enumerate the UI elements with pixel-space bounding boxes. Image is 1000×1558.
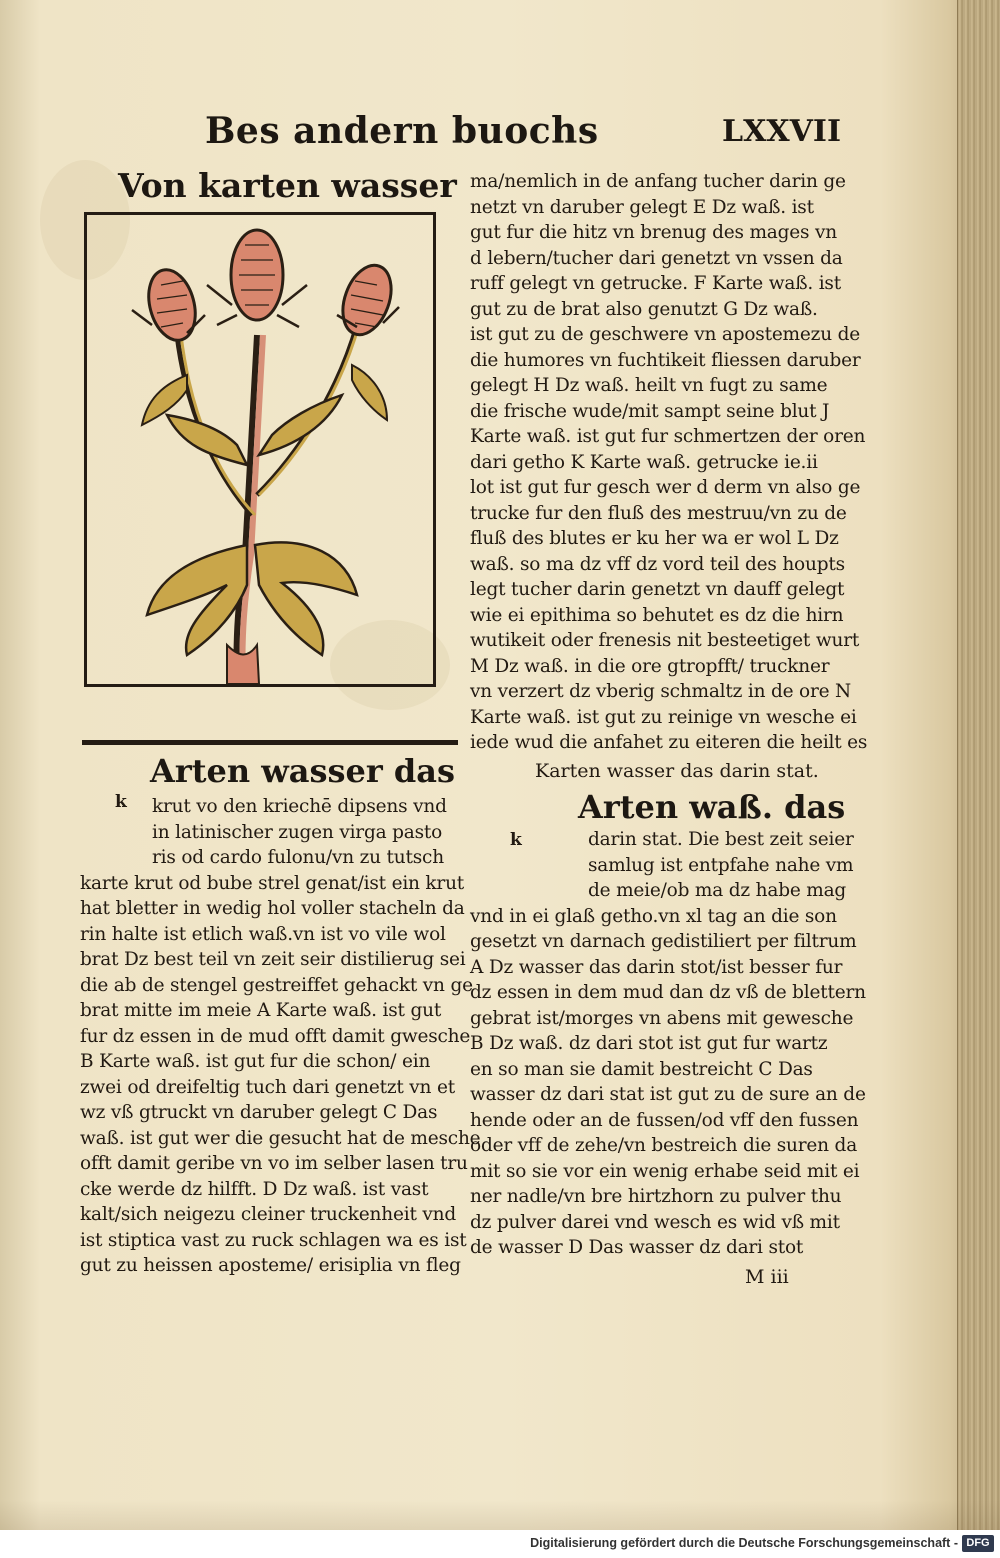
text-line: zwei od dreifeltig tuch dari genetzt vn et	[80, 1076, 455, 1098]
footer-bar	[0, 1530, 1000, 1558]
text-line: ist gut zu de geschwere vn apostemezu de	[470, 324, 860, 345]
text-line: ner nadle/vn bre hirtzhorn zu pulver thu	[470, 1186, 842, 1207]
text-line: kalt/sich neigezu cleiner truckenheit vnd	[80, 1204, 456, 1225]
text-line: Karte waß. ist gut fur schmertzen der oren	[470, 426, 866, 447]
text-line: gut fur die hitz vn brenug des mages vn	[470, 222, 837, 243]
right-column-top	[470, 170, 868, 760]
text-line: iede wud die anfahet zu eiteren die heilt es	[470, 732, 868, 753]
text-line: netzt vn daruber gelegt E Dz waß. ist	[470, 196, 814, 218]
text-line: vn verzert dz vberig schmaltz in de ore N	[470, 681, 852, 702]
left-section-heading: Arten wasser das	[150, 752, 456, 790]
text-line: samlug ist entpfahe nahe vm	[588, 854, 854, 876]
text-line: gelegt H Dz waß. heilt vn fugt zu same	[470, 375, 828, 396]
text-line: vnd in ei glaß getho.vn xl tag an die son	[470, 905, 837, 927]
page-shadow	[0, 1500, 1000, 1530]
text-line: B Karte waß. ist gut fur die schon/ ein	[80, 1051, 431, 1072]
text-line: offt damit geribe vn vo im selber lasen tru	[80, 1153, 468, 1174]
folio-number: LXXVII	[722, 114, 841, 149]
text-line: karte krut od bube strel genat/ist ein krut	[80, 872, 465, 894]
dfg-logo-icon[interactable]: DFG	[962, 1535, 994, 1552]
right-section-text	[470, 828, 866, 1288]
text-line: waß. ist gut wer die gesucht hat de mesche	[80, 1127, 481, 1149]
text-line: hende oder an de fussen/od vff den fussen	[470, 1109, 859, 1131]
text-line: rin halte ist etlich waß.vn ist vo vile wol	[80, 923, 446, 945]
text-line: krut vo den kriechē dipsens vnd	[152, 796, 447, 817]
teasel-plant-woodcut-icon	[87, 215, 433, 684]
text-line: d lebern/tucher dari genetzt vn vssen da	[470, 247, 843, 269]
text-line: de meie/ob ma dz habe mag	[588, 880, 847, 901]
text-line: B Dz waß. dz dari stot ist gut fur wartz	[470, 1033, 828, 1054]
text-line: legt tucher darin genetzt vn dauff gelegt	[470, 579, 845, 600]
text-line: gut zu de brat also genutzt G Dz waß.	[470, 298, 818, 320]
text-line: ist stiptica vast zu ruck schlagen wa es ist	[80, 1229, 467, 1251]
right-marginal-letter: k	[510, 830, 522, 850]
text-line: de wasser D Das wasser dz dari stot	[470, 1237, 804, 1258]
right-section-heading: Arten waß. das	[578, 788, 846, 826]
text-line: in latinischer zugen virga pasto	[152, 821, 443, 843]
text-line: fluß des blutes er ku her wa er wol L Dz	[470, 528, 839, 549]
text-line: fur dz essen in de mud offt damit gwesche	[80, 1025, 471, 1047]
text-line: A Dz wasser das darin stot/ist besser fur	[470, 956, 843, 978]
page-edge	[957, 0, 1000, 1530]
text-line: brat mitte im meie A Karte waß. ist gut	[80, 1000, 442, 1021]
text-line: hat bletter in wedig hol voller stacheln da	[80, 898, 465, 919]
text-line: dz pulver darei vnd wesch es wid vß mit	[470, 1211, 840, 1233]
text-line: die humores vn fuchtikeit fliessen daruber	[470, 349, 861, 371]
text-line: mit so sie vor ein wenig erhabe seid mit ei	[470, 1160, 860, 1182]
text-line: dari getho K Karte waß. getrucke ie.ii	[470, 451, 818, 473]
text-line: wz vß gtruckt vn daruber gelegt C Das	[80, 1102, 438, 1123]
text-line: lot ist gut fur gesch wer d derm vn also ge	[470, 477, 861, 498]
text-line: gesetzt vn darnach gedistiliert per filtrum	[470, 931, 857, 952]
woodcut-base-rule	[82, 740, 458, 745]
text-line: gut zu heissen aposteme/ erisiplia vn fleg	[80, 1255, 461, 1276]
text-line: darin stat. Die best zeit seier	[588, 829, 854, 850]
text-line: Karte waß. ist gut zu reinige vn wesche ei	[470, 706, 857, 728]
text-line: ruff gelegt vn getrucke. F Karte waß. ist	[470, 273, 841, 294]
woodcut-frame	[84, 212, 436, 687]
text-line: cke werde dz hilfft. D Dz waß. ist vast	[80, 1178, 429, 1200]
right-catchline: Karten wasser das darin stat.	[535, 760, 819, 782]
text-line: oder vff de zehe/vn bestreich die suren da	[470, 1135, 858, 1156]
text-line: die frische wude/mit sampt seine blut J	[470, 400, 830, 422]
text-line: dz essen in dem mud dan dz vß de blettern	[470, 982, 866, 1003]
text-line: trucke fur den fluß des mestruu/vn zu de	[470, 502, 847, 524]
text-line: ma/nemlich in de anfang tucher darin ge	[470, 171, 846, 192]
left-marginal-letter: k	[115, 792, 127, 812]
text-line: en so man sie damit bestreicht C Das	[470, 1058, 813, 1080]
text-line: gebrat ist/morges vn abens mit gewesche	[470, 1007, 854, 1029]
left-section-text	[80, 795, 481, 1295]
text-line: wasser dz dari stat ist gut zu de sure an de	[470, 1084, 866, 1105]
text-line: waß. so ma dz vff dz vord teil des houpts	[470, 553, 845, 575]
text-line: M Dz waß. in die ore gtropfft/ truckner	[470, 655, 830, 677]
text-line: ris od cardo fulonu/vn zu tutsch	[152, 847, 444, 868]
footer-credit: Digitalisierung gefördert durch die Deutsche Forschungsgemeinschaft -	[530, 1536, 958, 1550]
text-line: die ab de stengel gestreiffet gehackt vn ge	[80, 974, 473, 996]
text-line: wie ei epithima so behutet es dz die hirn	[470, 604, 844, 626]
text-line: wutikeit oder frenesis nit besteetiget wurt	[470, 630, 860, 651]
text-line: brat Dz best teil vn zeit seir distilierug sei	[80, 949, 466, 970]
running-title: Bes andern buochs	[205, 110, 599, 152]
signature-mark: M iii	[745, 1266, 789, 1288]
chapter-title: Von karten wasser	[118, 166, 457, 205]
